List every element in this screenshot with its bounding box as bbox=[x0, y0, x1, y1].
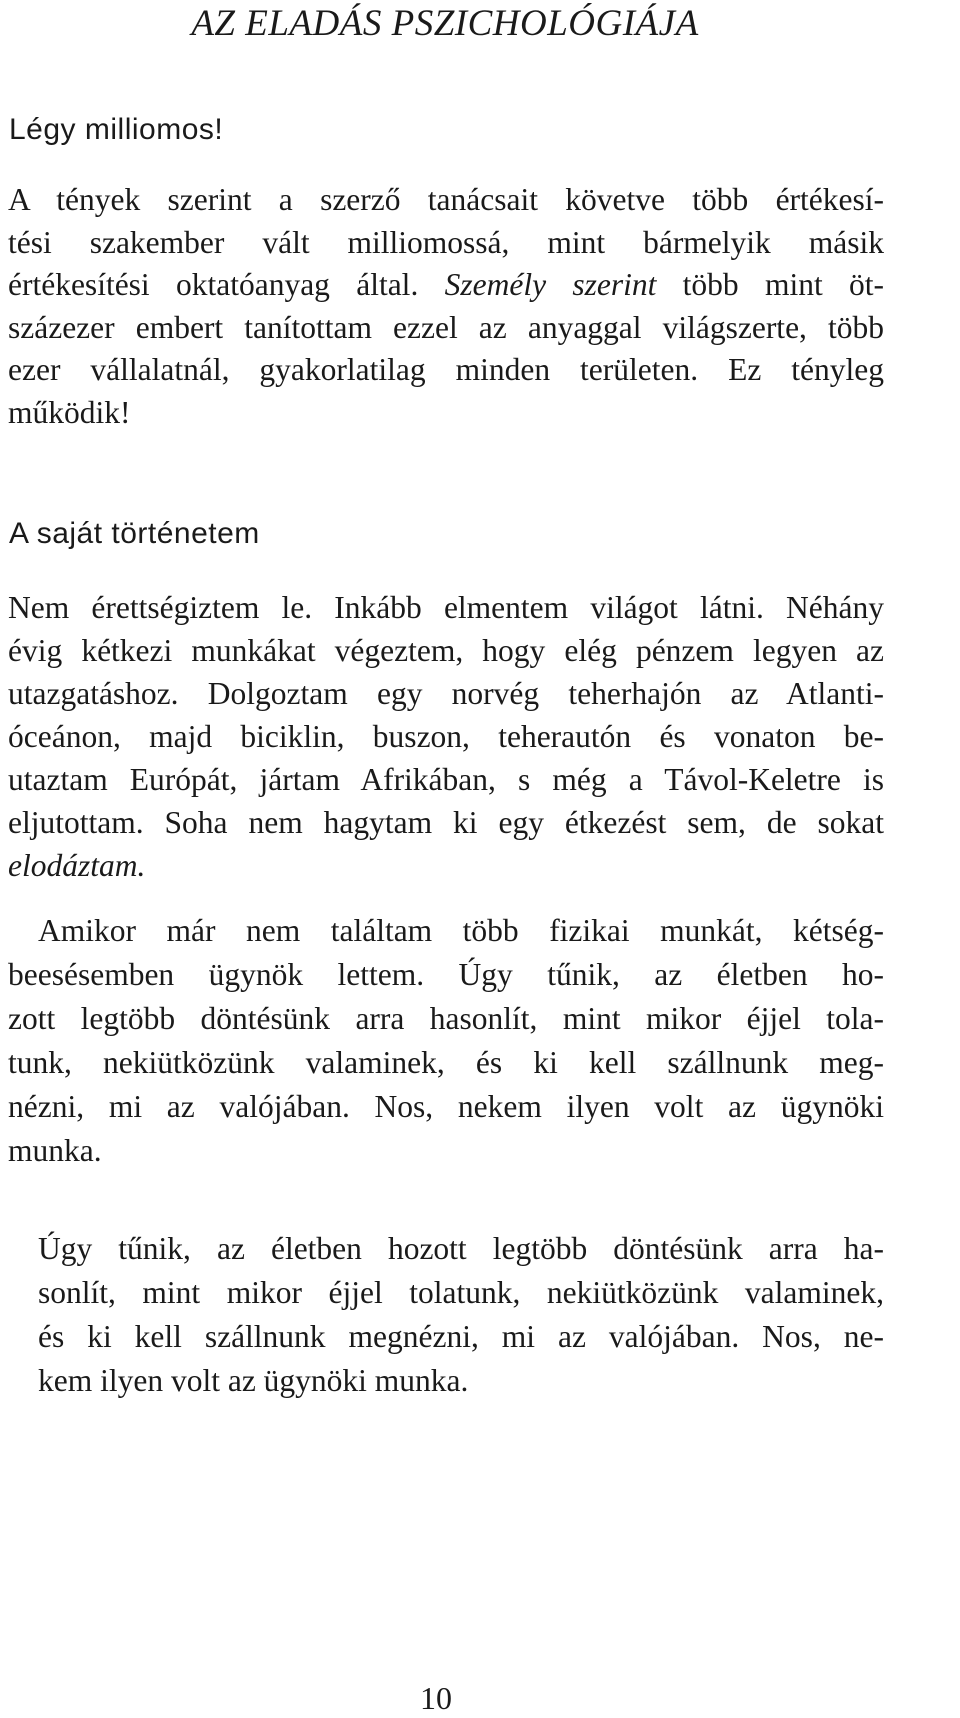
paragraph-line bbox=[8, 264, 884, 307]
section-title-my-story: A saját történetem bbox=[9, 517, 260, 550]
paragraph-line: utaztam Európát, jártam Afrikában, s még a Távol-Keletre is bbox=[8, 762, 884, 797]
italic-emphasis: Személy szerint bbox=[444, 267, 657, 302]
paragraph-line: tési szakember vált milliomossá, mint bármelyik másik bbox=[8, 224, 884, 260]
paragraph-line: működik! bbox=[8, 394, 131, 430]
paragraph-line: utazgatáshoz. Dolgoztam egy norvég teherhajón az Atlanti- bbox=[8, 676, 884, 711]
running-header: AZ ELADÁS PSZICHOLÓGIÁJA bbox=[191, 3, 699, 44]
page-number: 10 bbox=[420, 1680, 452, 1716]
paragraph-line: zott legtöbb döntésünk arra hasonlít, mint mikor éjjel tola- bbox=[8, 1001, 884, 1036]
paragraph-line: elodáztam. bbox=[8, 848, 146, 883]
paragraph-line-text: értékesítési oktatóanyag által. bbox=[8, 267, 419, 302]
quote-line: kem ilyen volt az ügynöki munka. bbox=[38, 1363, 469, 1398]
paragraph-line: óceánon, majd biciklin, buszon, teherautón és vonaton be- bbox=[8, 719, 884, 754]
quote-line: sonlít, mint mikor éjjel tolatunk, nekiütközünk valaminek, bbox=[38, 1275, 884, 1310]
pull-quote bbox=[38, 1227, 884, 1403]
paragraph-line: tunk, nekiütközünk valaminek, és ki kell szállnunk meg- bbox=[8, 1045, 884, 1080]
paragraph-line: évig kétkezi munkákat végeztem, hogy elég pénzem legyen az bbox=[8, 633, 884, 668]
paragraph-line: eljutottam. Soha nem hagytam ki egy étkezést sem, de sokat bbox=[8, 805, 884, 840]
quote-line: Úgy tűnik, az életben hozott legtöbb döntésünk arra ha- bbox=[38, 1231, 884, 1266]
paragraph-line: százezer embert tanítottam ezzel az anyaggal világszerte, több bbox=[8, 309, 884, 345]
paragraph-line: A tények szerint a szerző tanácsait követve több értékesí- bbox=[8, 182, 884, 217]
paragraph-story bbox=[8, 586, 884, 887]
paragraph-facts bbox=[8, 179, 884, 434]
paragraph-line: nézni, mi az valójában. Nos, nekem ilyen volt az ügynöki bbox=[8, 1089, 884, 1124]
quote-line: és ki kell szállnunk megnézni, mi az valójában. Nos, ne- bbox=[38, 1319, 884, 1354]
paragraph-agent bbox=[8, 909, 884, 1173]
paragraph-line: ezer vállalatnál, gyakorlatilag minden területen. Ez tényleg bbox=[8, 352, 884, 387]
paragraph-line: Nem érettségiztem le. Inkább elmentem világot látni. Néhány bbox=[8, 590, 884, 625]
paragraph-line: munka. bbox=[8, 1133, 102, 1168]
section-title-millionaire: Légy milliomos! bbox=[9, 113, 224, 146]
paragraph-line: beesésemben ügynök lettem. Úgy tűnik, az életben ho- bbox=[8, 957, 884, 992]
paragraph-line: Amikor már nem találtam több fizikai munkát, kétség- bbox=[38, 913, 884, 948]
paragraph-line-text: több mint öt- bbox=[656, 267, 885, 302]
